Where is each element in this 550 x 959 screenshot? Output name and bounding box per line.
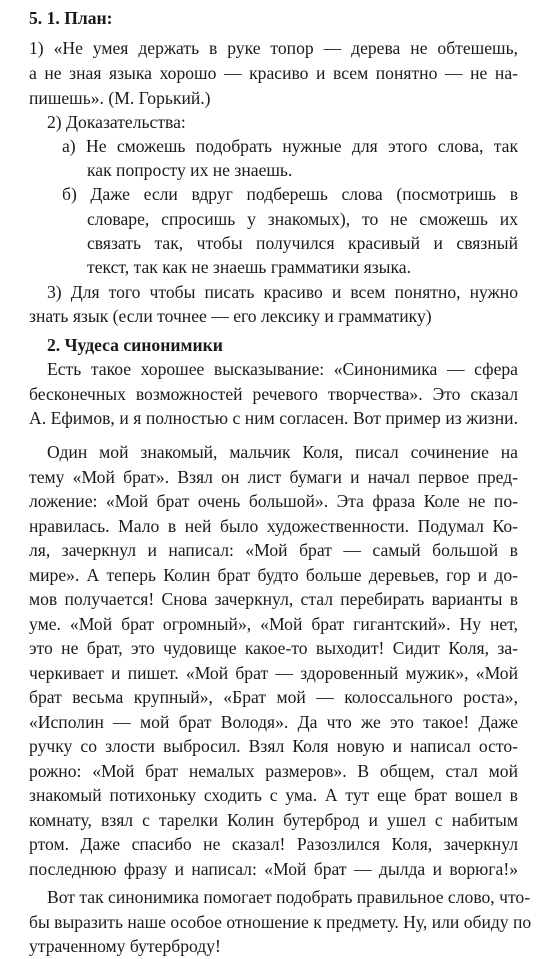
plan-sub-b-line-3: связать так, чтобы получился красивый и связный	[87, 233, 518, 253]
paragraph-2-line-17: ртом. Даже спасибо не сказал! Разозлился Коля, зачеркнул	[29, 834, 518, 854]
plan-item-3-line-2: знать язык (если точнее — его лексику и грамматику)	[29, 306, 432, 326]
plan-item-3-line-1: 3) Для того чтобы писать красиво и всем понятно, нужно	[47, 282, 518, 302]
paragraph-2-line-15: знакомый потихоньку сходить с ума. А тут еще брат вошел в	[29, 785, 518, 805]
paragraph-3-line-3: утраченному бутерброду!	[29, 936, 221, 956]
paragraph-2-line-13: ручку со злости выбросил. Взял Коля новую и написал осто-	[29, 736, 518, 756]
paragraph-1-line-3: А. Ефимов, и я полностью с ним согласен. Вот пример из жизни.	[29, 408, 518, 428]
paragraph-2-line-8: уме. «Мой брат огромный», «Мой брат гигантский». Ну нет,	[29, 614, 518, 634]
paragraph-2-line-6: мире». А теперь Колин брат будто больше деревьев, гор и до-	[29, 565, 518, 585]
plan-sub-a-line-2: как попросту их не знаешь.	[87, 160, 293, 180]
paragraph-2-line-1: Один мой знакомый, мальчик Коля, писал сочинение на	[47, 442, 518, 462]
plan-item-2-label: 2) Доказательства:	[47, 112, 186, 132]
paragraph-2-line-16: комнату, взял с тарелки Колин бутерброд и ушел с набитым	[29, 810, 518, 830]
plan-item-1-line-2: а не зная языка хорошо — красиво и всем понятно — не на-	[29, 63, 518, 83]
plan-item-1-line-3: пишешь». (М. Горький.)	[29, 88, 211, 108]
paragraph-1-line-2: бесконечных возможностей речевого творчества». Это сказал	[29, 384, 518, 404]
paragraph-2-line-18: последнюю фразу и написал: «Мой брат — дылда и ворюга!»	[29, 859, 518, 879]
plan-item-1-line-1: 1) «Не умея держать в руке топор — дерева не обтешешь,	[29, 38, 518, 58]
paragraph-2-line-5: ля, зачеркнул и написал: «Мой брат — самый большой в	[29, 540, 518, 560]
paragraph-2-line-11: брат весьма крупный», «Брат мой — колоссального роста»,	[29, 687, 518, 707]
paragraph-2-line-14: рожно: «Мой брат немалых размеров». В общем, стал мой	[29, 761, 518, 781]
paragraph-2-line-12: «Исполин — мой брат Володя». Да что же это такое! Даже	[29, 712, 518, 732]
plan-sub-b-line-1: б) Даже если вдруг подберешь слова (посмотришь в	[62, 184, 518, 204]
plan-sub-b-line-2: словаре, спросишь у знакомых), то не сможешь их	[87, 209, 518, 229]
paragraph-2-line-7: мов получается! Снова зачеркнул, стал перебирать варианты в	[29, 589, 518, 609]
paragraph-2-line-4: нравилась. Мало в ней было художественности. Подумал Ко-	[29, 516, 518, 536]
paragraph-3-line-1: Вот так синонимика помогает подобрать правильное слово, что-	[47, 887, 531, 907]
plan-sub-b-line-4: текст, так как не знаешь грамматики языка.	[87, 257, 411, 277]
plan-sub-a-line-1: а) Не сможешь подобрать нужные для этого слова, так	[62, 136, 518, 156]
paragraph-2-line-9: это не брат, это чудовище какое-то выходит! Сидит Коля, за-	[29, 638, 518, 658]
paragraph-1-line-1: Есть такое хорошее высказывание: «Синонимика — сфера	[47, 359, 518, 379]
paragraph-2-line-3: ложение: «Мой брат очень большой». Эта фраза Коле не по-	[29, 491, 518, 511]
paragraph-3-line-2: бы выразить наше особое отношение к предмету. Ну, или обиду по	[29, 912, 532, 932]
paragraph-2-line-2: тему «Мой брат». Взял он лист бумаги и начал первое пред-	[29, 467, 518, 487]
part-2-heading: 2. Чудеса синонимики	[47, 335, 223, 355]
section-heading: 5. 1. План:	[29, 8, 113, 28]
paragraph-2-line-10: черкивает и пишет. «Мой брат — здоровенный мужик», «Мой	[29, 663, 518, 683]
